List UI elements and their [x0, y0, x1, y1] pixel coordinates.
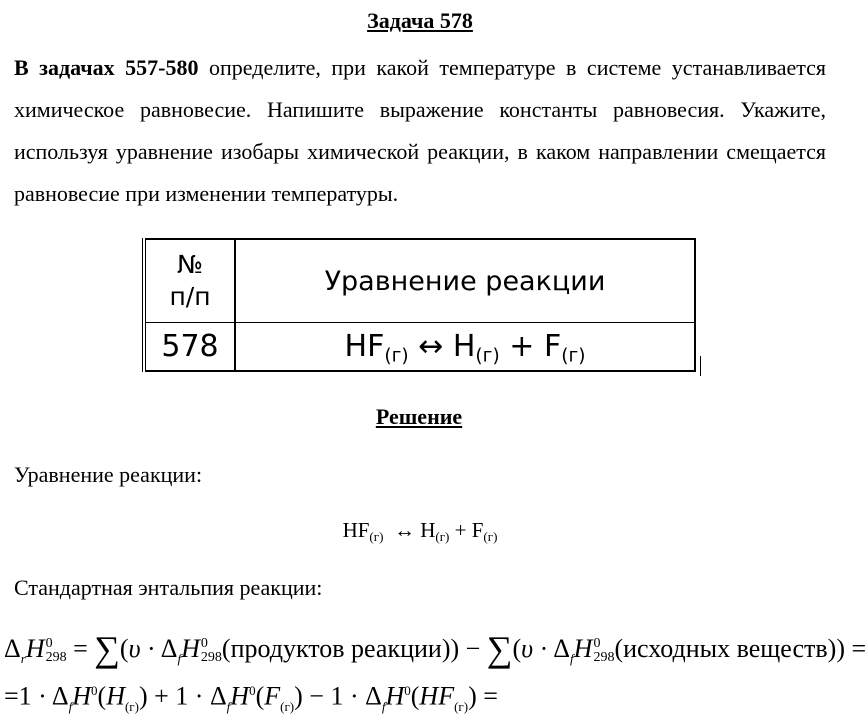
formula-hf: HF	[344, 329, 385, 364]
solution-heading: Решение	[375, 404, 463, 429]
plus-sign: +	[509, 329, 535, 364]
reaction-equation	[0, 518, 840, 543]
text-cursor	[700, 356, 701, 376]
table-header-row	[144, 239, 695, 323]
task-description	[14, 47, 826, 215]
enthalpy-formula-line-2: $=1 \cdot \Delta_fH^0(H_{(г)}) + 1 \cdot \Delta_fH^0(F_{(г)}) - 1 \cdot \Delta_fH^0(HF_{(г)})$ =	[4, 681, 498, 714]
formula-f: F	[471, 518, 484, 542]
task-title: Задача 578	[367, 8, 473, 33]
enthalpy-formula-line-1: $\Delta_rH$ 0 298 = $\sum(\upsilon \cdot \Delta_fH$ 0 298 (продуктов реакции)) − $\sum(\upsilon \cdot \Delta_fH$ 0 298 (исходных веществ)) =	[4, 629, 866, 669]
phase-gas: (г)	[483, 528, 498, 544]
formula-h: H	[420, 518, 436, 542]
phase-gas: (г)	[561, 345, 586, 367]
task-range-bold: В задачах 557-580	[14, 55, 199, 80]
sup-sub: 0 298	[45, 636, 67, 666]
phase-gas: (г)	[384, 345, 409, 367]
equation-label: Уравнение реакции:	[14, 462, 203, 487]
phase-gas: (г)	[369, 528, 384, 544]
enthalpy-label: Стандартная энтальпия реакции:	[14, 575, 323, 600]
products-label: продуктов реакции	[230, 634, 442, 663]
plus-sign: +	[454, 518, 467, 542]
header-number-symbol: №	[176, 250, 203, 279]
equilibrium-arrow: ↔	[393, 518, 415, 542]
header-number-cell	[144, 239, 235, 323]
task-description-text: определите, при какой температуре в системе устанавливается химическое равновесие. Напишите выражение константы равновесия. Укажите, используя уравнение изобары химической реакции, в каком направлении смещается равновесие при изменении температуры.	[14, 55, 826, 206]
equilibrium-arrow: ↔	[418, 329, 444, 364]
phase-gas: (г)	[475, 345, 500, 367]
row-number-cell: 578	[144, 323, 235, 372]
reactants-label: исходных веществ	[623, 634, 828, 663]
reaction-table	[142, 238, 696, 372]
header-equation-cell: Уравнение реакции	[235, 239, 695, 323]
header-number-abbr: п/п	[169, 282, 211, 311]
formula-h: H	[452, 329, 476, 364]
table-row	[144, 323, 695, 372]
phase-gas: (г)	[435, 528, 450, 544]
formula-hf: HF	[342, 518, 370, 542]
row-equation-cell	[235, 323, 695, 372]
formula-f: F	[543, 329, 562, 364]
